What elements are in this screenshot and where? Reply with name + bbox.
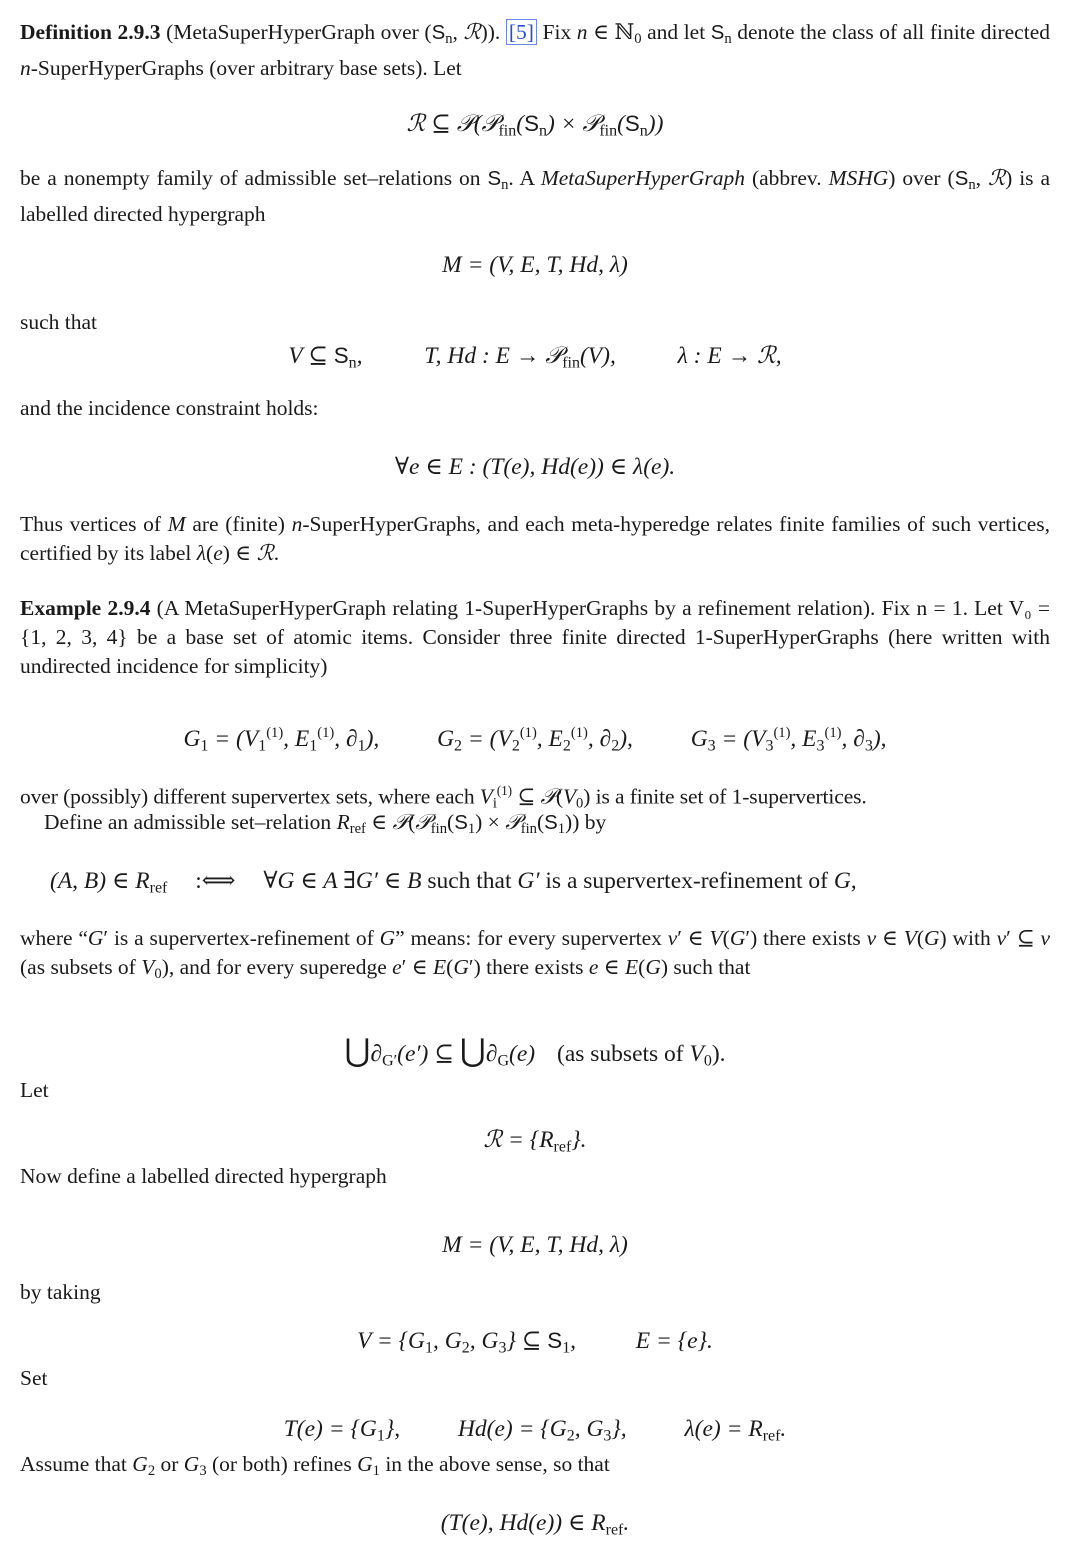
where-paragraph: where “G′ is a supervertex-refinement of G” means: for every supervertex v′ ∈ V(G′) there exists v ∈ V(G) with v′ ⊆ v (as subsets of $V_0$), and for every superedge e′ ∈ E(G′) there exists e ∈ E(G) such that bbox=[20, 926, 1051, 983]
incidence-text: and the incidence constraint holds: bbox=[20, 396, 319, 420]
family-paragraph: be a nonempty family of admissible set–relations on $S_n$. A MetaSuperHyperGraph (abbrev. MSHG) over ($S_n$, ℛ) is a labelled directed hypergraph bbox=[20, 166, 1051, 227]
graph-g3: $G_3 = (V_3^{(1)}$, $E_3^{(1)}$, $\partial_3$), bbox=[690, 725, 887, 755]
tuple-display: M = (V, E, T, Hd, λ) bbox=[442, 252, 628, 278]
incidence-display: ∀e ∈ E : (T(e), Hd(e)) ∈ λ(e). bbox=[394, 454, 676, 480]
citation-link[interactable]: [5] bbox=[506, 19, 537, 45]
by-taking-text: by taking bbox=[20, 1280, 101, 1304]
now-text: Now define a labelled directed hypergraph bbox=[20, 1164, 387, 1188]
final-display: (T(e), Hd(e)) ∈ $R_{ref}$. bbox=[440, 1510, 630, 1539]
v-display: $V = \{G_1$, $G_2$, $G_3$} ⊆ $S_1$, bbox=[357, 1328, 577, 1357]
t-display: $T(e) = \{G_1\}$, bbox=[283, 1416, 401, 1445]
r-display: ℛ = $\{R_{ref}\}$. bbox=[483, 1125, 587, 1156]
define-text: Define an admissible set–relation $R_{ref}$ ∈ $𝒫(𝒫_{fin}(S_1)$ × $𝒫_{fin}(S_1)$) by bbox=[44, 810, 607, 838]
example-heading: Example 2.9.4 bbox=[20, 596, 151, 620]
definition-heading: Definition 2.9.3 bbox=[20, 20, 161, 44]
over-text: over (possibly) different supervertex sets, where each $V_i^{(1)}$ ⊆ $𝒫(V_0)$ is a finite set of 1-supervertices. bbox=[20, 783, 867, 812]
e-display: E = {e}. bbox=[635, 1328, 713, 1354]
relation-display: ℛ ⊆ $𝒫(𝒫_{fin}(S_n)$ × $𝒫_{fin}(S_n)$) bbox=[406, 109, 664, 140]
example-intro: Fix n = 1. Let V₀ = {1, 2, 3, 4} be a base set of atomic items. Consider three finite directed 1-SuperHyperGraphs (here written with undirected incidence for simplicity) bbox=[20, 596, 1051, 678]
text-source bbox=[20, 14, 21, 15]
map-v: V ⊆ $S_n$, bbox=[288, 343, 363, 372]
union-display: $⋃\partial_{G'}(e')$ ⊆ $⋃\partial_G(e)$ (as subsets of $V_0$). bbox=[344, 1033, 726, 1070]
set-text: Set bbox=[20, 1366, 48, 1390]
graph-g2: $G_2 = (V_2^{(1)}$, $E_2^{(1)}$, $\partial_2$), bbox=[437, 725, 633, 755]
thus-paragraph: Thus vertices of M are (finite) n-SuperHyperGraphs, and each meta-hyperedge relates finite families of such vertices, certified by its label λ(e) ∈ ℛ. bbox=[20, 512, 1050, 566]
map-lambda: λ : E → ℛ, bbox=[677, 341, 782, 369]
definition-paragraph bbox=[20, 18, 1050, 83]
assume-text: Assume that $G_2$ or $G_3$ (or both) refines $G_1$ in the above sense, so that bbox=[20, 1452, 610, 1480]
example-paragraph bbox=[20, 594, 1050, 681]
such-that-text: such that bbox=[20, 310, 98, 334]
tuple-display-2: M = (V, E, T, Hd, λ) bbox=[442, 1232, 628, 1258]
example-title: (A MetaSuperHyperGraph relating 1-SuperHyperGraphs by a refinement relation). bbox=[156, 596, 876, 620]
graphs-display bbox=[20, 718, 1050, 762]
maps-display bbox=[20, 340, 1050, 378]
definition-intro: Fix n ∈ ℕ$_0$ and let $S_n$ denote the class of all finite directed n-SuperHyperGraphs (over arbitrary base sets). Let bbox=[20, 20, 1050, 81]
v-e-display bbox=[20, 1326, 1050, 1363]
graph-g1: $G_1 = (V_1^{(1)}$, $E_1^{(1)}$, $\partial_1$), bbox=[183, 725, 380, 755]
set-display bbox=[20, 1414, 1050, 1451]
let-text: Let bbox=[20, 1078, 49, 1102]
lambda-display: $\lambda(e) = R_{ref}$. bbox=[684, 1416, 787, 1445]
refinement-display: (A, B) ∈ $R_{ref}$ :⟺ ∀G ∈ A ∃G′ ∈ B such that G′ is a supervertex-refinement of G, bbox=[50, 868, 857, 897]
hd-display: $Hd(e) = \{G_2$, $G_3$}, bbox=[457, 1416, 627, 1445]
map-t-hd: T, Hd : E → 𝒫$_{fin}$(V), bbox=[424, 341, 616, 372]
definition-title: (MetaSuperHyperGraph over ($S_n$, ℛ)). bbox=[166, 20, 501, 48]
